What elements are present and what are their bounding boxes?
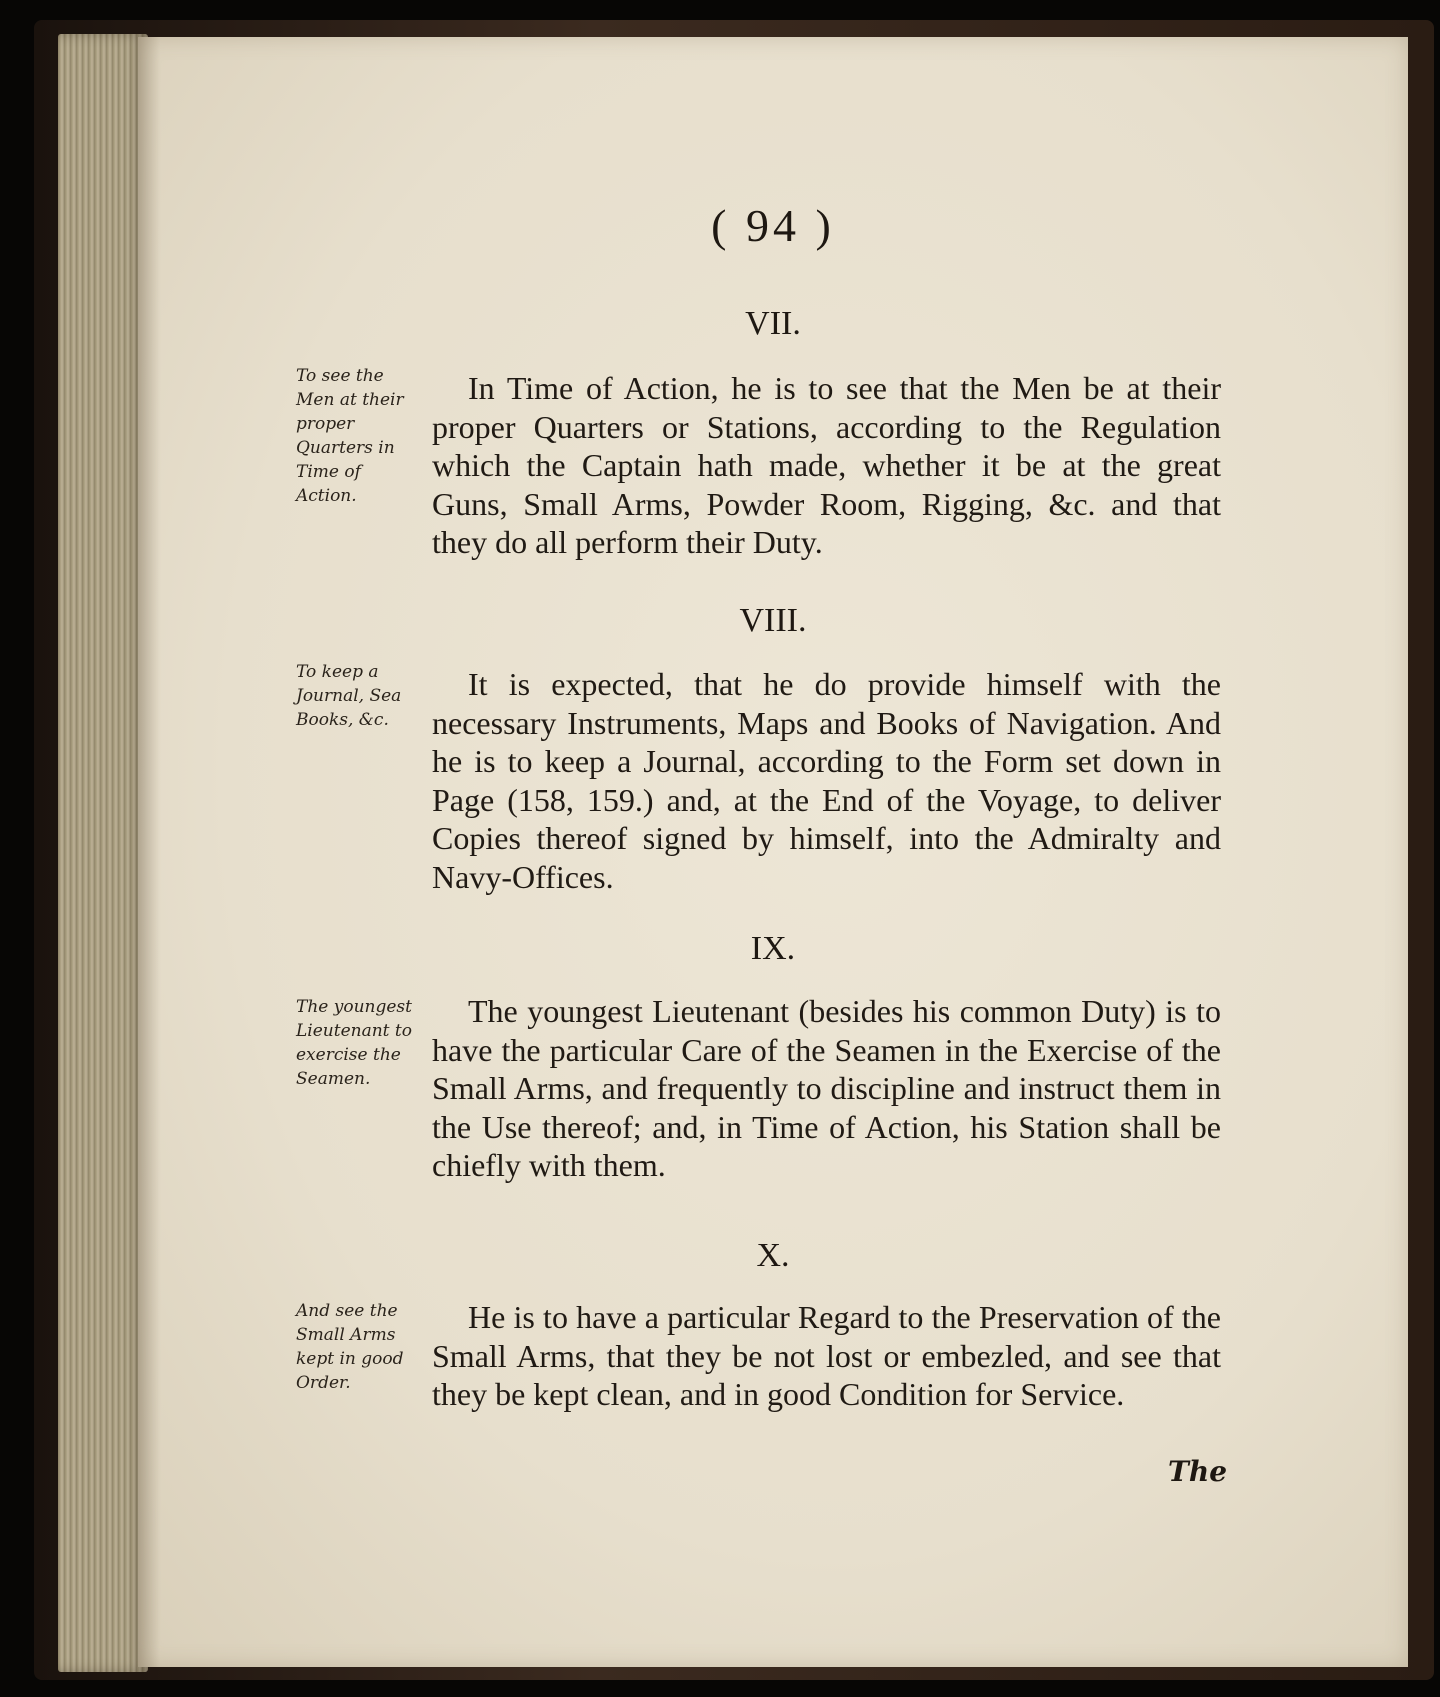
article-numeral: VIII. bbox=[739, 602, 807, 639]
article-text: He is to have a particular Regard to the Preservation of the Small Arms, that they be not lost or embezled, and see that they be kept clean, and in good Condition for Service. bbox=[432, 1299, 1221, 1412]
article-numeral: VII. bbox=[745, 305, 801, 342]
page-number: ( 94 ) bbox=[711, 200, 835, 251]
catchword: The bbox=[1168, 1455, 1228, 1488]
book-page bbox=[138, 37, 1408, 1667]
side-note: To keep a Journal, Sea Books, &c. bbox=[296, 662, 402, 730]
article-numeral: IX. bbox=[750, 930, 796, 967]
page-edges bbox=[58, 34, 148, 1672]
side-note: And see the Small Arms kept in good Order. bbox=[296, 1301, 404, 1393]
side-note: To see the Men at their proper Quarters in Time of Action. bbox=[296, 366, 404, 506]
article-text: The youngest Lieutenant (besides his common Duty) is to have the particular Care of the Seamen in the Exercise of the Small Arms, and frequently to discipline and instruct them in the Use thereof; and, in Time of Action, his Station shall be chiefly with them. bbox=[432, 993, 1221, 1183]
article-text: It is expected, that he do provide himself with the necessary Instruments, Maps and Books of Navigation. And he is to keep a Journal, according to the Form set down in Page (158, 159.) and, at the End of the Voyage, to deliver Copies thereof signed by himself, into the Admiralty and Navy-Offices. bbox=[432, 666, 1221, 895]
article-text: In Time of Action, he is to see that the Men be at their proper Quarters or Stations, according to the Regulation which the Captain hath made, whether it be at the great Guns, Small Arms, Powder Room, Rigging, &c. and that they do all perform their Duty. bbox=[432, 370, 1221, 560]
side-note: The youngest Lieutenant to exercise the Seamen. bbox=[296, 997, 412, 1089]
article-numeral: X. bbox=[756, 1237, 790, 1274]
